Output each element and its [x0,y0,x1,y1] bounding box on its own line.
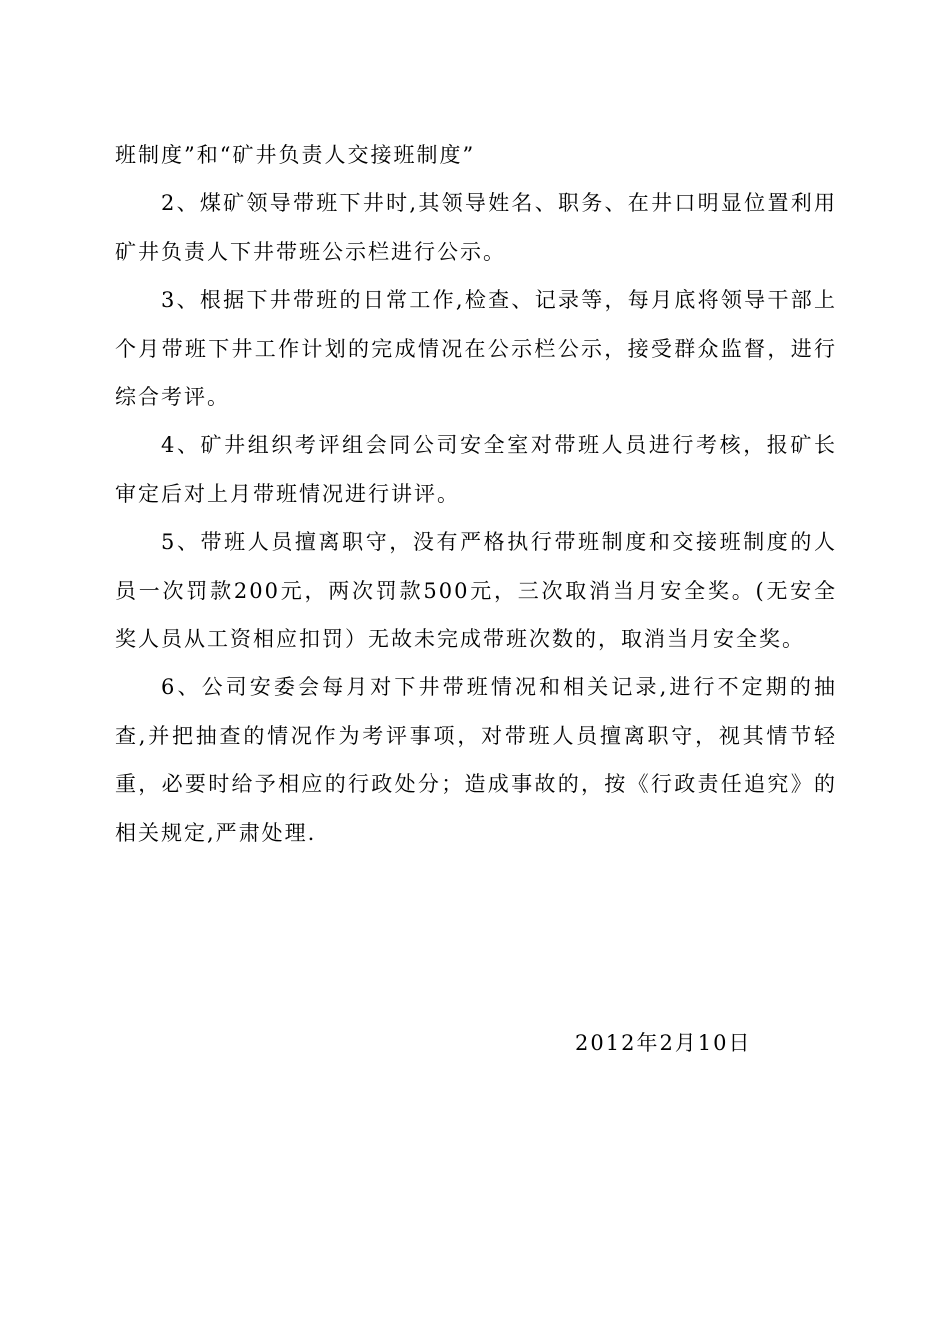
paragraph-item-5: 5、带班人员擅离职守，没有严格执行带班制度和交接班制度的人员一次罚款200元，两次罚款500元，三次取消当月安全奖。(无安全奖人员从工资相应扣罚）无故未完成带班次数的，取消当月安全奖。 [115,530,837,652]
paragraph-item-3: 3、根据下井带班的日常工作,检查、记录等，每月底将领导干部上个月带班下井工作计划的完成情况在公示栏公示，接受群众监督，进行综合考评。 [115,288,837,410]
document-date: 2012年2月10日 [575,1031,752,1055]
paragraph-continuation: 班制度”和“矿井负责人交接班制度” [115,143,476,167]
paragraph-item-2: 2、煤矿领导带班下井时,其领导姓名、职务、在井口明显位置利用矿井负责人下井带班公示栏进行公示。 [115,191,837,264]
document-body [115,131,837,857]
paragraph-item-6: 6、公司安委会每月对下井带班情况和相关记录,进行不定期的抽查,并把抽查的情况作为考评事项，对带班人员擅离职守，视其情节轻重，必要时给予相应的行政处分；造成事故的，按《行政责任追究》的相关规定,严肃处理. [115,675,837,845]
paragraph-item-4: 4、矿井组织考评组会同公司安全室对带班人员进行考核，报矿长审定后对上月带班情况进行讲评。 [115,433,837,506]
